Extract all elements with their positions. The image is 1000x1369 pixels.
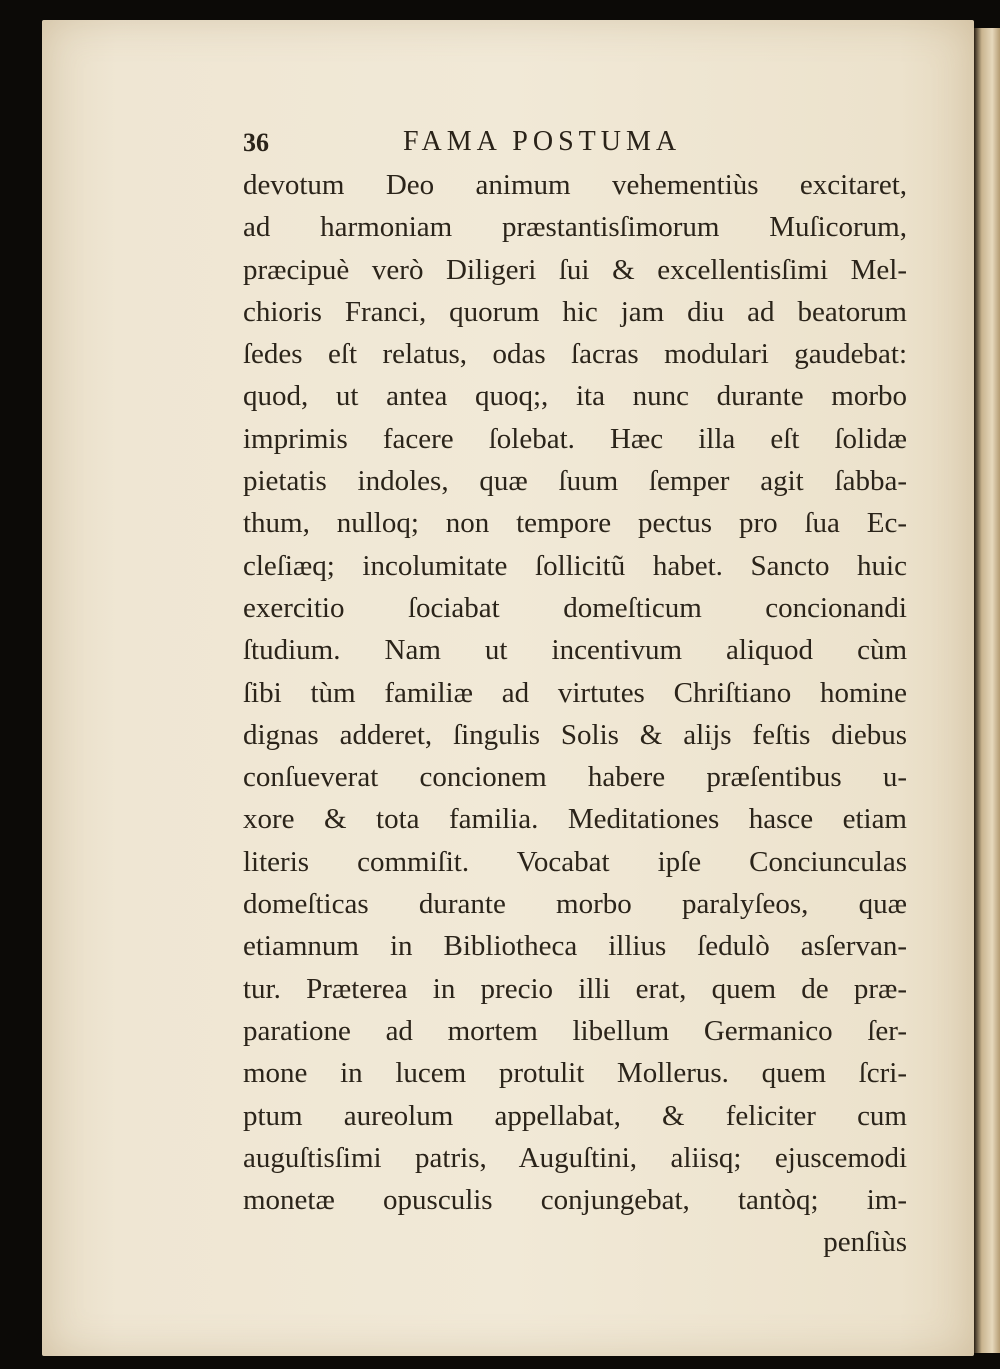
text-line: ad harmoniam præstantisſimorum Muſicorum, xyxy=(243,211,907,244)
catchword: penſiùs xyxy=(823,1226,907,1259)
text-line: conſueverat concionem habere præſentibus u- xyxy=(243,761,907,794)
text-line: etiamnum in Bibliotheca illius ſedulò asſervan- xyxy=(243,930,907,963)
text-line: ſtudium. Nam ut incentivum aliquod cùm xyxy=(243,634,907,667)
body-text xyxy=(243,164,907,1264)
text-line: auguſtisſimi patris, Auguſtini, aliisq; ejuscemodi xyxy=(243,1141,907,1174)
text-line: dignas adderet, ſingulis Solis & alijs feſtis diebus xyxy=(243,718,907,751)
text-line: imprimis facere ſolebat. Hæc illa eſt ſolidæ xyxy=(243,422,907,455)
text-line: ptum aureolum appellabat, & feliciter cum xyxy=(243,1099,907,1132)
text-line: paratione ad mortem libellum Germanico ſer- xyxy=(243,1014,907,1047)
text-line: xore & tota familia. Meditationes hasce etiam xyxy=(243,803,907,836)
running-title: FAMA POSTUMA xyxy=(403,126,682,157)
text-line: præcipuè verò Diligeri ſui & excellentisſimi Mel- xyxy=(243,253,907,286)
text-line: literis commiſit. Vocabat ipſe Conciunculas xyxy=(243,845,907,878)
text-line: monetæ opusculis conjungebat, tantòq; im- xyxy=(243,1184,907,1217)
text-line: domeſticas durante morbo paralyſeos, quæ xyxy=(243,888,907,921)
adjacent-page-edge xyxy=(974,28,1000,1353)
text-line: mone in lucem protulit Mollerus. quem ſcri- xyxy=(243,1057,907,1090)
text-line: devotum Deo animum vehementiùs excitaret, xyxy=(243,169,907,201)
text-line: ſedes eſt relatus, odas ſacras modulari gaudebat: xyxy=(243,338,907,371)
text-line: ſibi tùm familiæ ad virtutes Chriſtiano homine xyxy=(243,676,907,709)
text-line: pietatis indoles, quæ ſuum ſemper agit ſabba- xyxy=(243,465,907,498)
text-line: exercitio ſociabat domeſticum concionandi xyxy=(243,591,907,624)
page-header xyxy=(243,124,903,164)
text-line: cleſiæq; incolumitate ſollicitũ habet. Sancto huic xyxy=(243,549,907,582)
text-line: quod, ut antea quoq;, ita nunc durante morbo xyxy=(243,380,907,413)
text-line: thum, nulloq; non tempore pectus pro ſua Ec- xyxy=(243,507,907,540)
text-line: chioris Franci, quorum hic jam diu ad beatorum xyxy=(243,295,907,328)
text-line: tur. Præterea in precio illi erat, quem de præ- xyxy=(243,972,907,1005)
page-number: 36 xyxy=(243,128,269,157)
